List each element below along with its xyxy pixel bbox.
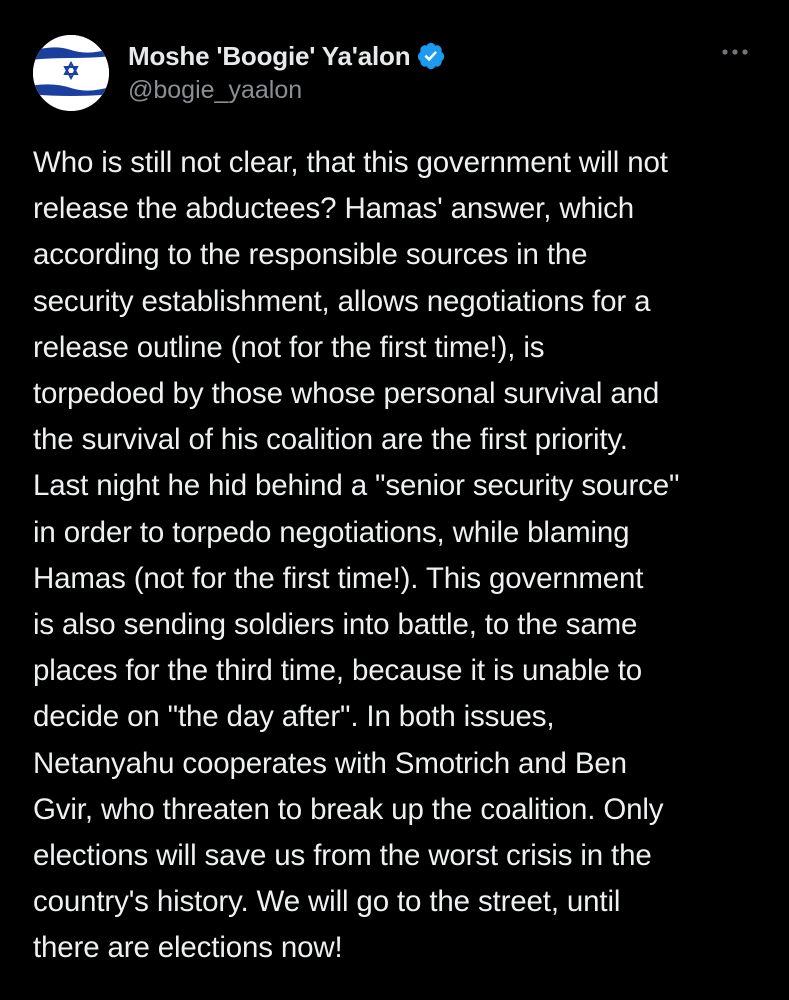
israel-flag-icon (33, 35, 109, 111)
author-handle[interactable]: @bogie_yaalon (128, 76, 303, 104)
verified-badge-icon[interactable] (416, 41, 446, 71)
author-display-name[interactable]: Moshe 'Boogie' Ya'alon (128, 40, 411, 71)
more-options-icon (720, 48, 750, 56)
tweet-header (33, 33, 759, 119)
tweet-text: Who is still not clear, that this government will not release the abductees? Hamas' answer, which according to the responsible sources in the security establishment, allows negotiations for a release outline (not for the first time!), is torpedoed by those whose personal survival and the survival of his coalition are the first priority. Last night he hid behind a "senior security source" in order to torpedo negotiations, while blaming Hamas (not for the first time!). This government is also sending soldiers into battle, to the same places for the third time, because it is unable to decide on "the day after". In both issues, Netanyahu cooperates with Smotrich and Ben Gvir, who threaten to break up the coalition. Only elections will save us from the worst crisis in the country's history. We will go to the street, until there are elections now! (33, 146, 680, 965)
display-name-row (128, 39, 446, 73)
more-options-button[interactable] (715, 37, 755, 67)
author-names (128, 39, 446, 105)
israel-flag-avatar[interactable] (33, 35, 109, 111)
